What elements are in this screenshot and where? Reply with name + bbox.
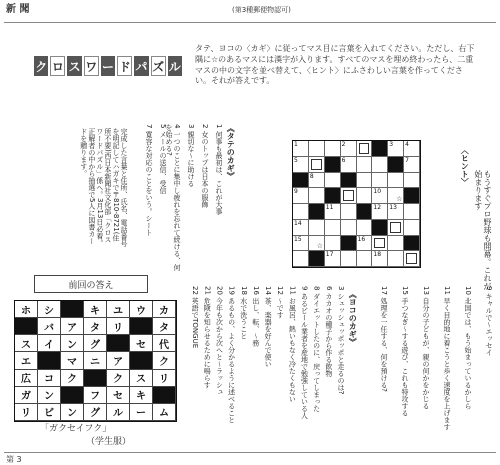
answer-cell: ア — [107, 352, 130, 369]
clue-number: 12 — [373, 204, 382, 211]
crossword-cell[interactable] — [404, 220, 420, 236]
clue-number: 4 — [405, 141, 409, 148]
clue: 2 女のトップは日本の服飾 — [201, 124, 209, 208]
double-box — [311, 159, 322, 170]
title-char: ー — [101, 56, 115, 76]
entry-notes: 完成した言葉と住所、氏名、電話番号を明記してハガキで〒810-8721(住所不要)西日本新聞社文化部「クロスワードパズル」係へ。3月13日必着。正解者の中から抽選で5人に図書カードを贈ります。 — [79, 128, 128, 247]
clue: 4 一つのことに集中し疲れを忘れて続ける、何を始める? — [164, 124, 181, 271]
answer-black-cell — [61, 301, 84, 318]
crossword-cell[interactable] — [325, 141, 341, 157]
previous-answer-title: 前回の答え — [34, 275, 148, 293]
black-cell — [357, 204, 373, 220]
newspaper-name: 新 聞 — [6, 4, 30, 15]
title-char: パ — [134, 56, 148, 76]
title-char: ス — [67, 56, 81, 76]
answer-cell: バ — [38, 318, 61, 335]
crossword-cell[interactable] — [388, 236, 404, 252]
tate-clues-upper — [140, 124, 224, 274]
crossword-cell[interactable] — [404, 251, 420, 267]
title-char: ロ — [50, 56, 65, 76]
tate-clues-lower — [368, 286, 494, 436]
clue: 5 メールの送信、受信 — [159, 124, 167, 194]
answer-cell: マ — [61, 352, 84, 369]
answer-black-cell — [38, 352, 61, 369]
clue: 7 寛容な対応のことをいう。シート — [145, 124, 153, 236]
answer-cell: ン — [38, 387, 61, 404]
star-icon: ☆ — [316, 242, 324, 251]
answer-cell: リ — [153, 370, 176, 387]
clue-number: 13 — [389, 204, 397, 211]
answer-cell: タ — [84, 318, 107, 335]
star-icon: ☆ — [396, 195, 403, 203]
clue-number: 11 — [325, 204, 334, 211]
crossword-cell[interactable] — [325, 236, 341, 252]
answer-cell: ル — [107, 404, 130, 421]
clue-number: 7 — [405, 156, 409, 164]
crossword-cell[interactable] — [293, 251, 309, 267]
answer-black-cell — [84, 370, 107, 387]
previous-answer-sub: （学生服） — [86, 437, 132, 447]
answer-cell: ク — [61, 370, 84, 387]
puzzle-title — [34, 56, 184, 80]
clue-number: 17 — [325, 251, 334, 259]
answer-black-cell — [130, 352, 153, 369]
clue: 15 手つなぎ～する遊び、これも特攻する — [401, 286, 409, 417]
black-cell — [404, 188, 420, 204]
crossword-cell[interactable] — [388, 173, 404, 189]
answer-cell: ウ — [130, 301, 153, 318]
answer-cell: ク — [153, 352, 176, 369]
answer-cell: ン — [61, 335, 84, 352]
crossword-cell[interactable] — [372, 236, 388, 252]
yoko-label: 《ヨコのカギ》 — [348, 290, 358, 346]
page-info: (第3種郵便物認可) — [232, 6, 291, 14]
double-box — [343, 190, 354, 201]
crossword-cell[interactable] — [388, 220, 404, 236]
footer-rule — [4, 452, 496, 453]
answer-cell: ユ — [107, 301, 130, 318]
black-cell — [325, 157, 341, 173]
crossword-grid[interactable] — [292, 140, 421, 268]
black-cell — [388, 157, 404, 173]
clue: 17 処理を一任する、何を預ける? — [380, 286, 388, 392]
clue-number: 16 — [357, 235, 366, 243]
title-char: ク — [34, 56, 48, 76]
clue: 19 あるもの、よく分かるように述べること — [227, 286, 236, 424]
double-box — [359, 143, 370, 154]
crossword-cell[interactable] — [309, 141, 325, 157]
double-box — [390, 222, 401, 233]
answer-black-cell — [130, 318, 153, 335]
crossword-cell[interactable] — [357, 188, 373, 204]
clue: 16 出し、転、～務 — [251, 286, 260, 347]
crossword-cell[interactable] — [404, 173, 420, 189]
black-cell — [404, 236, 420, 252]
clue-number: 14 — [294, 219, 302, 227]
black-cell — [293, 173, 309, 189]
crossword-cell[interactable] — [357, 157, 373, 173]
black-cell — [341, 236, 357, 252]
crossword-cell[interactable] — [293, 204, 309, 220]
previous-answer-word: 「ガクセイフク」 — [40, 424, 112, 434]
hint-label: 〈ヒント〉 — [460, 146, 470, 186]
crossword-cell[interactable] — [357, 251, 373, 267]
clue: 10 北国では、もう始まっているかしら — [464, 286, 472, 410]
answer-black-cell — [107, 335, 130, 352]
answer-cell: ア — [61, 318, 84, 335]
answer-cell: キ — [130, 387, 153, 404]
previous-answer-grid — [14, 300, 177, 422]
crossword-cell[interactable] — [341, 220, 357, 236]
hint-text: もうすぐプロ野球も開幕。これが始まります — [473, 170, 492, 290]
answer-cell: ー — [130, 404, 153, 421]
clue: 1 何事も最初は、これが大事 — [215, 124, 223, 215]
answer-cell: グ — [84, 335, 107, 352]
black-cell — [309, 251, 325, 267]
header-rule — [4, 22, 496, 23]
answer-cell: シ — [38, 301, 61, 318]
clue: 13 自分の子どもが、親の何かをかじる — [422, 286, 430, 410]
clue: 20 今年も次から次へと～ラッシュ — [215, 286, 224, 396]
crossword-cell[interactable] — [388, 251, 404, 267]
answer-cell: ム — [153, 404, 176, 421]
crossword-cell[interactable] — [325, 173, 341, 189]
answer-cell: タ — [153, 318, 176, 335]
crossword-cell[interactable] — [404, 204, 420, 220]
crossword-cell[interactable] — [357, 173, 373, 189]
answer-cell: イ — [38, 335, 61, 352]
answer-cell: キ — [84, 301, 107, 318]
answer-black-cell — [15, 318, 38, 335]
crossword-cell[interactable] — [309, 157, 325, 173]
black-cell — [325, 188, 341, 204]
crossword-cell[interactable] — [357, 220, 373, 236]
clue: 11 早く目的地に着こうと歩く速度を上げます — [443, 286, 451, 431]
answer-cell: ス — [130, 370, 153, 387]
clue-number: 8 — [309, 172, 314, 180]
answer-cell: ン — [61, 404, 84, 421]
crossword-cell[interactable] — [309, 188, 325, 204]
answer-cell: グ — [84, 404, 107, 421]
intro-text: タテ、ヨコの〈カギ〉に従ってマス目に言葉を入れてください。ただし、右下隅に☆のあるマスには漢字が入ります。すべてのマスを埋め終わったら、二重マスの中の文字を並べ替えて、〈ヒント〉にふさわしい言葉を作ってください。それが答えです。 — [195, 44, 475, 86]
clue-number: 2 — [341, 141, 346, 148]
clue: 9 あるビール業者を産地で勉強している人 — [300, 286, 309, 419]
answer-cell: 代 — [153, 335, 176, 352]
clue-number: 18 — [373, 251, 382, 259]
clue-number: 6 — [341, 156, 346, 164]
clue: 21 危険を知らせるために鳴らす — [203, 286, 212, 389]
crossword-cell[interactable] — [372, 173, 388, 189]
clue-number: 1 — [294, 141, 298, 148]
black-cell — [372, 141, 388, 157]
clue-number: 3 — [389, 141, 394, 148]
crossword-cell[interactable] — [325, 220, 341, 236]
clue: 11 お風呂、熱いもなく冷たくもない — [288, 286, 297, 403]
title-char: ワ — [84, 56, 99, 76]
answer-cell: リ — [107, 318, 130, 335]
answer-cell: ク — [107, 370, 130, 387]
clue: 22 英語でTONGUE — [191, 286, 200, 349]
black-cell — [309, 204, 325, 220]
footer-page: 第 3 — [6, 455, 22, 464]
answer-cell: セ — [107, 387, 130, 404]
clue-number: 15 — [294, 235, 302, 243]
answer-cell: ビ — [38, 404, 61, 421]
answer-cell: セ — [130, 335, 153, 352]
clue-number: 5 — [294, 156, 298, 164]
clue: 18 水で洗うこと — [239, 286, 248, 340]
crossword-cell[interactable] — [341, 188, 357, 204]
answer-cell: エ — [15, 352, 38, 369]
crossword-cell[interactable] — [341, 251, 357, 267]
crossword-cell[interactable] — [341, 204, 357, 220]
clue: 14 茶、楽器を好んで使い — [264, 286, 273, 368]
crossword-cell[interactable] — [309, 220, 325, 236]
crossword-cell[interactable] — [357, 141, 373, 157]
double-box — [374, 238, 385, 249]
clue: 3 親切な～に助ける — [187, 124, 195, 187]
clue-number: 10 — [373, 188, 382, 196]
answer-cell: フ — [84, 387, 107, 404]
tate-label: 《タテのカギ》 — [226, 124, 236, 180]
clue-number: 9 — [294, 188, 298, 196]
answer-black-cell — [61, 387, 84, 404]
double-box — [406, 253, 417, 264]
clue: 9 キャルで～エッセイ — [485, 286, 493, 356]
black-cell — [372, 220, 388, 236]
crossword-cell[interactable] — [372, 157, 388, 173]
clue: 12 ～です — [276, 286, 285, 319]
answer-cell: 広 — [15, 370, 38, 387]
clue: 3 シュッシュッポッポと走るのは? — [336, 286, 345, 395]
answer-cell: カ — [153, 301, 176, 318]
clue: 6 カカオの種子から作る飲物 — [324, 286, 333, 377]
title-char: ズ — [151, 56, 166, 76]
answer-cell: ホ — [15, 301, 38, 318]
answer-cell: ス — [15, 335, 38, 352]
answer-cell: コ — [38, 370, 61, 387]
answer-cell: ガ — [15, 387, 38, 404]
answer-cell: リ — [15, 404, 38, 421]
clue: 8 ダイエットしたのに、戻ってしまった — [312, 286, 321, 412]
black-cell — [341, 173, 357, 189]
answer-cell: ニ — [84, 352, 107, 369]
answer-black-cell — [153, 387, 176, 404]
yoko-clues — [188, 286, 346, 436]
title-char: ド — [117, 56, 132, 76]
title-char: ル — [168, 56, 182, 76]
